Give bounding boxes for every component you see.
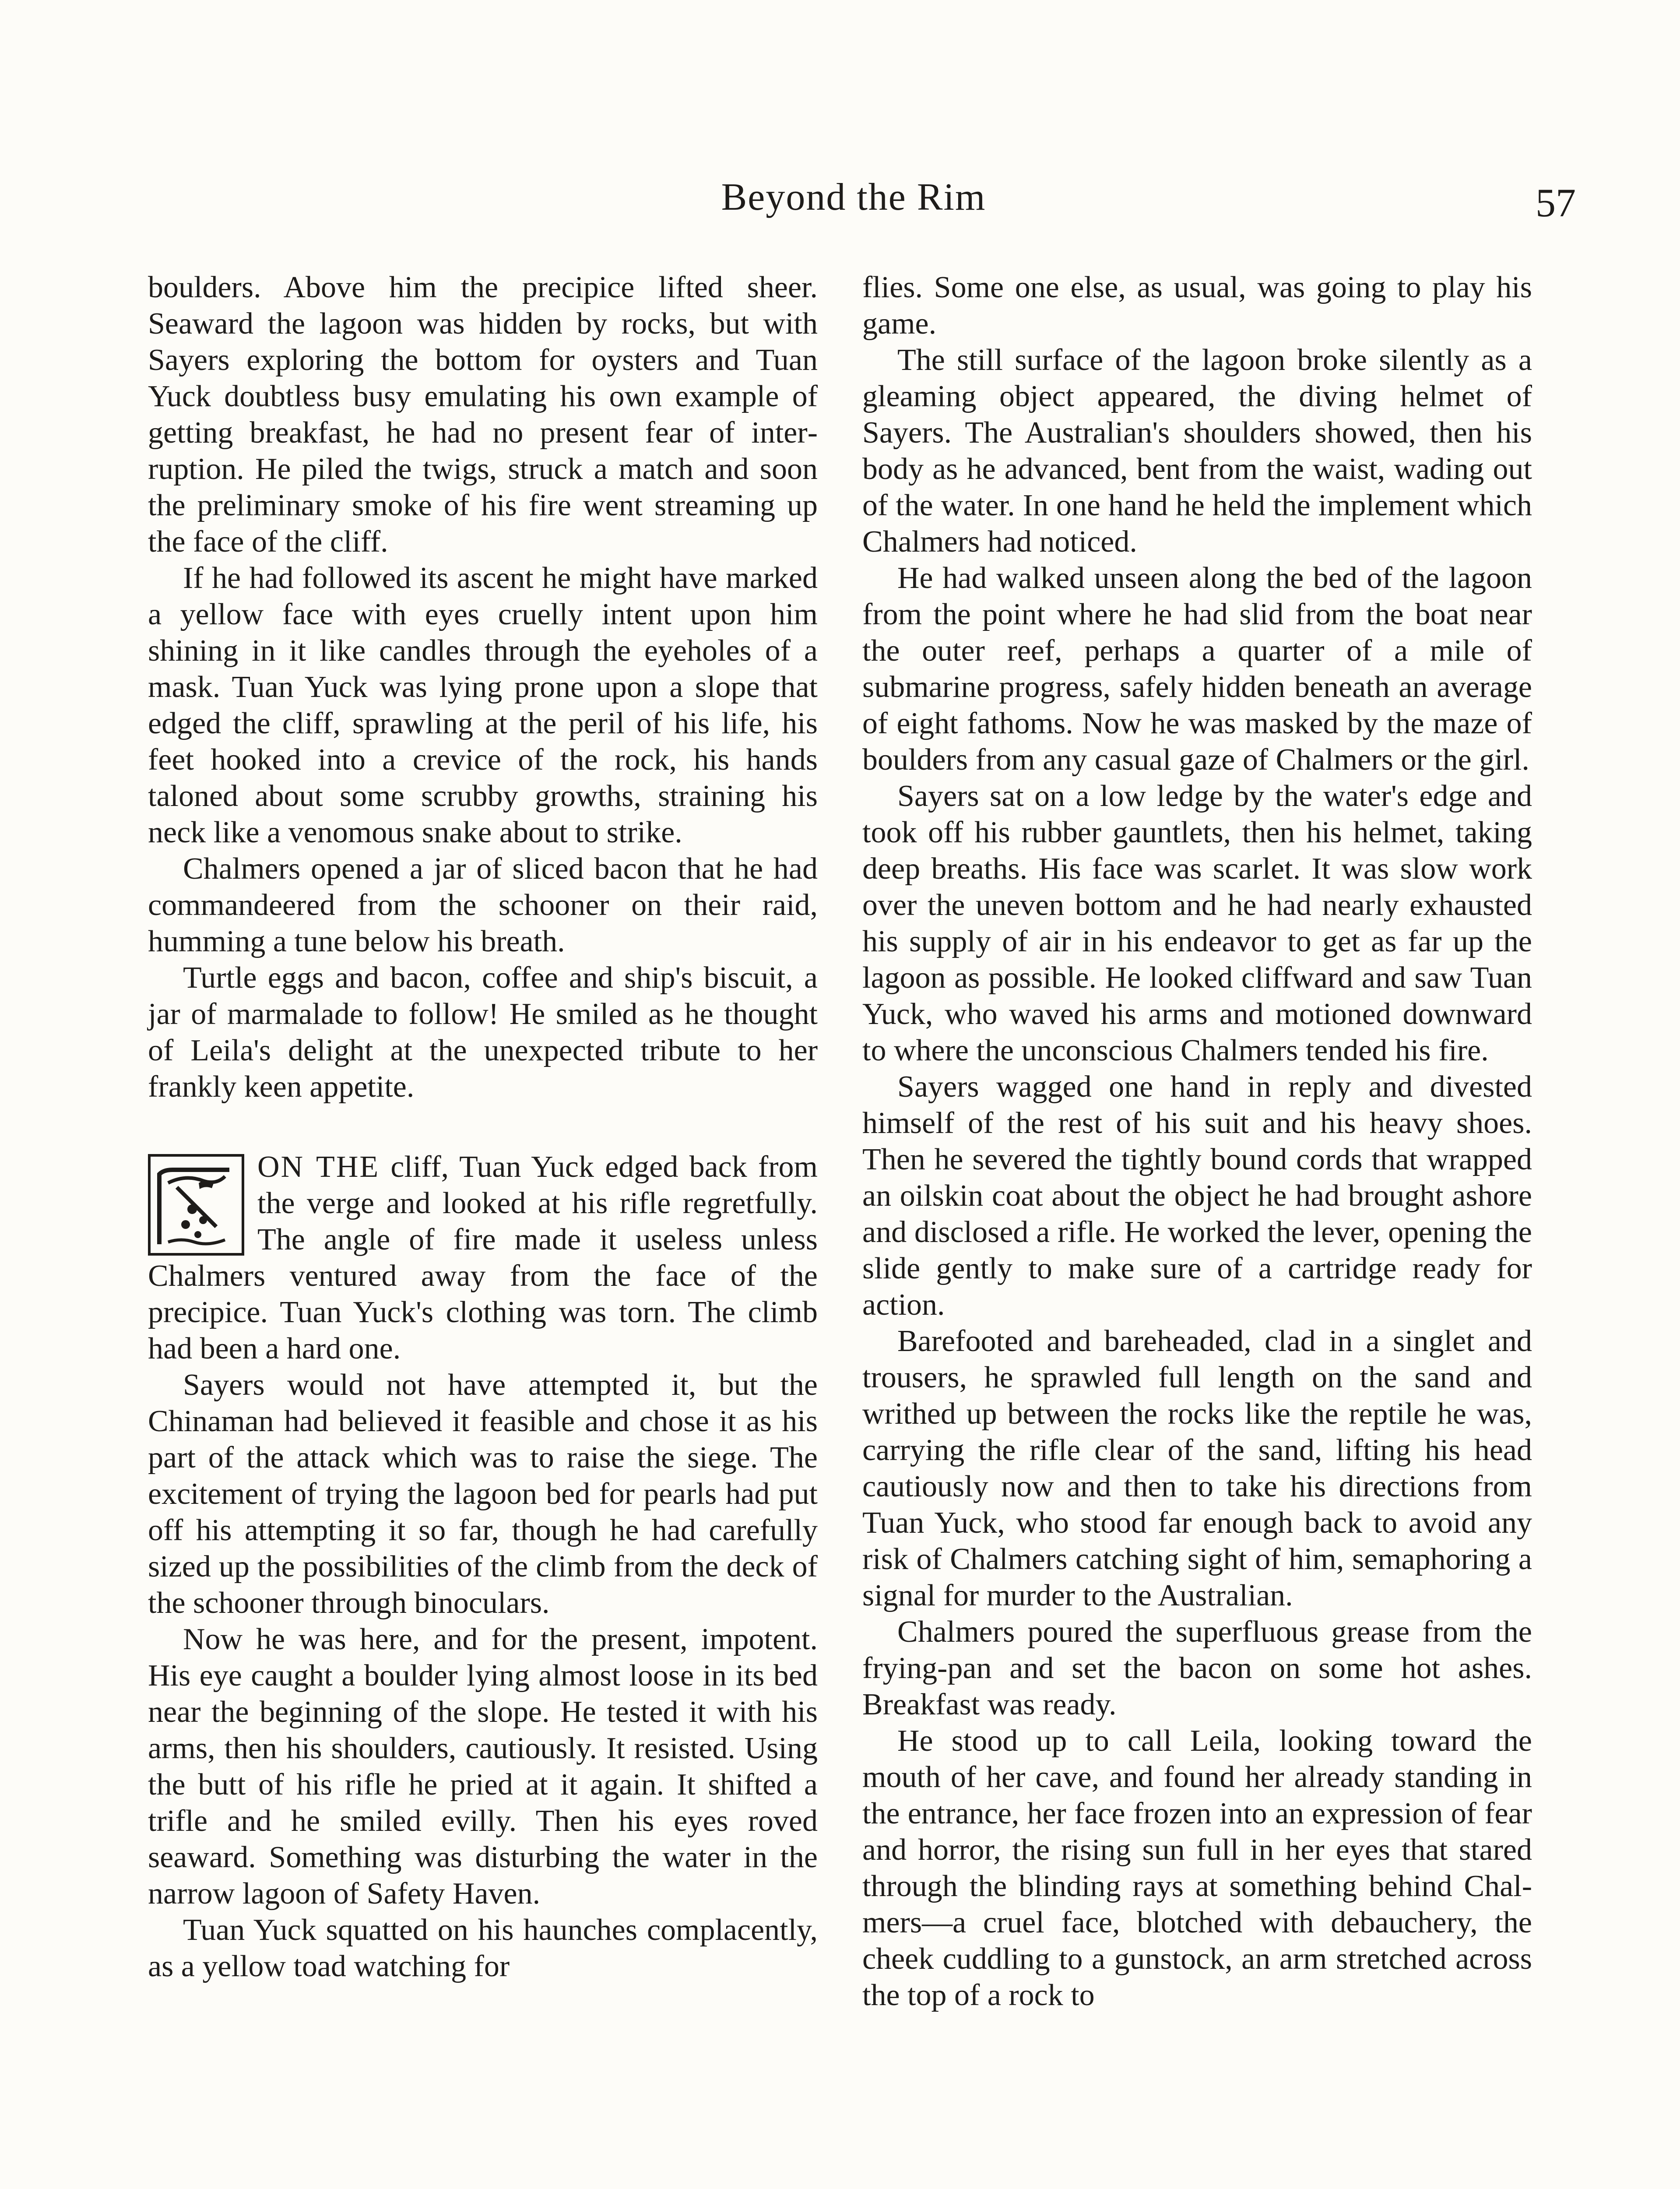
paragraph: Chalmers opened a jar of sliced bacon that he had commandeered from the schooner on their raid, humming a tune below his breath. — [148, 852, 818, 958]
paragraph: flies. Some one else, as usual, was going to play his game. — [862, 271, 1532, 341]
right-column — [862, 269, 1532, 2013]
vignette-ornament-icon — [148, 1154, 244, 1256]
paragraph: Sayers wagged one hand in reply and divested himself of the rest of his suit and his heavy shoes. Then he severed the tightly bound cords that wrapped an oilskin coat about the object he had brought ashore and disclosed a rifle. He worked the lever, opening the slide gently to make sure of a cartridge ready for action. — [862, 1070, 1532, 1322]
paragraph: Sayers would not have attempted it, but the Chinaman had believed it feasible and chose it as his part of the attack which was to raise the siege. The excitement of trying the lagoon bed for pearls had put off his attempting it so far, though he had carefully sized up the possibilities of the climb from the deck of the schooner through binoculars. — [148, 1368, 818, 1620]
paragraph: boulders. Above him the precipice lifted sheer. Seaward the lagoon was hidden by rocks, but with Sayers exploring the bottom for oysters and Tuan Yuck doubtless busy emulating his own example of getting breakfast, he had no present fear of interruption. He piled the twigs, struck a match and soon the preliminary smoke of his fire went streaming up the face of the cliff. — [148, 271, 818, 559]
paragraph: Tuan Yuck squatted on his haunches complacently, as a yellow toad watching for — [148, 1913, 818, 1983]
paragraph: Turtle eggs and bacon, coffee and ship's biscuit, a jar of marmalade to follow! He smiled as he thought of Leila's delight at the unexpected tribute to her frankly keen appetite. — [148, 961, 818, 1104]
left-column — [148, 269, 818, 1985]
paragraph: Chalmers poured the superfluous grease from the frying-pan and set the bacon on some hot ashes. Breakfast was ready. — [862, 1615, 1532, 1721]
paragraph: The still surface of the lagoon broke silently as a gleaming object appeared, the diving helmet of Sayers. The Australian's shoulders showed, then his body as he advanced, bent from the waist, wading out of the water. In one hand he held the implement which Chalmers had noticed. — [862, 343, 1532, 559]
paragraph: He had walked unseen along the bed of the lagoon from the point where he had slid from the boat near the outer reef, perhaps a quarter of a mile of submarine progress, safely hidden beneath an average of eight fathoms. Now he was masked by the maze of boulders from any casual gaze of Chalmers or the girl. — [862, 561, 1532, 777]
running-head — [0, 175, 1680, 232]
section-break — [148, 1105, 818, 1149]
paragraph: If he had followed its ascent he might have marked a yellow face with eyes cruelly intent upon him shining in it like candles through the eyeholes of a mask. Tuan Yuck was lying prone upon a slope that edged the cliff, sprawling at the peril of his life, his feet hooked into a crevice of the rock, his hands taloned about some scrubby growths, straining his neck like a venomous snake about to strike. — [148, 561, 818, 849]
paragraph: He stood up to call Leila, looking toward the mouth of her cave, and found her already standing in the entrance, her face frozen into an expression of fear and horror, the rising sun full in her eyes that stared through the blinding rays at something behind Chalmers—a cruel face, blotched with debauchery, the cheek cuddling to a gunstock, an arm stretched across the top of a rock to — [862, 1724, 1532, 2012]
paragraph-text: cliff, Tuan Yuck edged back from the verge and looked at his rifle regretfully. The angle of fire made it useless unless Chalmers ventured away from the face of the precipice. Tuan Yuck's clothing was torn. The climb had been a hard one. — [148, 1150, 818, 1365]
running-title: Beyond the Rim — [721, 176, 986, 218]
section-opening-paragraph — [148, 1149, 818, 1367]
paragraph: Sayers sat on a low ledge by the water's edge and took off his rubber gauntlets, then his helmet, taking deep breaths. His face was scarlet. It was slow work over the uneven bottom and he had nearly exhausted his supply of air in his endeavor to get as far up the lagoon as possible. He looked cliffward and saw Tuan Yuck, who waved his arms and motioned downward to where the unconscious Chalmers tended his fire. — [862, 779, 1532, 1067]
page-number: 57 — [1536, 180, 1576, 225]
paragraph: Barefooted and bareheaded, clad in a singlet and trousers, he sprawled full length on the sand and writhed up between the rocks like the reptile he was, carrying the rifle clear of the sand, lifting his head cautiously now and then to take his directions from Tuan Yuck, who stood far enough back to avoid any risk of Chalmers catching sight of him, semaphoring a signal for murder to the Australian. — [862, 1324, 1532, 1612]
section-lead-in: ON THE — [257, 1150, 380, 1184]
paragraph: Now he was here, and for the present, impotent. His eye caught a boulder lying almost loose in its bed near the beginning of the slope. He tested it with his arms, then his shoulders, cautiously. It resisted. Using the butt of his rifle he pried at it again. It shifted a trifle and he smiled evilly. Then his eyes roved seaward. Something was disturbing the water in the narrow lagoon of Safety Haven. — [148, 1622, 818, 1911]
